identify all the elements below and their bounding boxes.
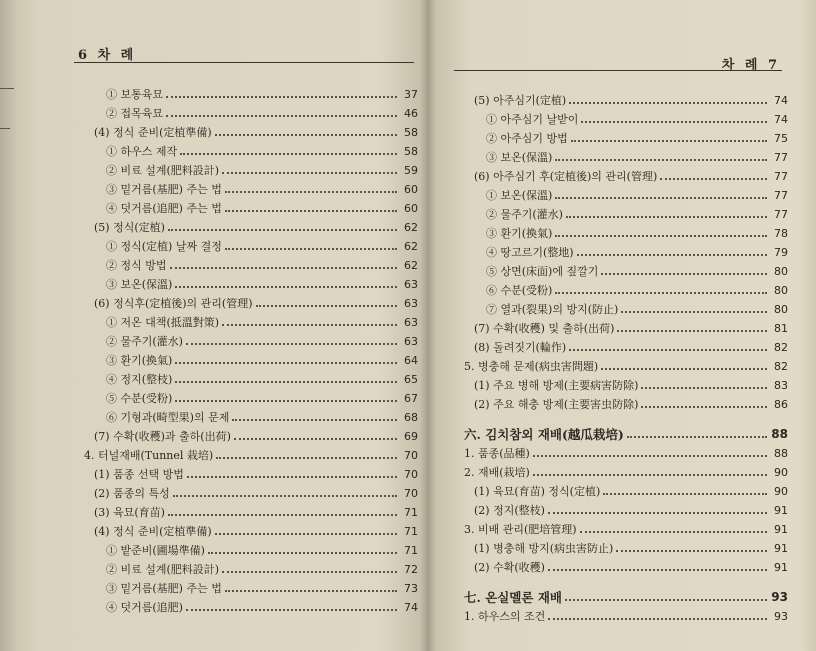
toc-entry-page: 46: [404, 107, 418, 120]
toc-entry-page: 65: [404, 373, 418, 386]
toc-entry-title: ③ 환기(換氣): [486, 227, 553, 240]
toc-entry[interactable]: [464, 202, 788, 221]
toc-entry-title: ⑤ 상면(床面)에 짚깔기: [486, 265, 599, 278]
toc-entry-page: 93: [774, 610, 788, 623]
toc-entry-page: 75: [774, 132, 788, 145]
toc-entry[interactable]: [84, 557, 418, 576]
toc-entry[interactable]: [84, 595, 418, 614]
dot-leader: [215, 134, 397, 136]
toc-entry[interactable]: [84, 177, 418, 196]
toc-entry-page: 80: [774, 284, 788, 297]
toc-entry-page: 74: [774, 94, 788, 107]
dot-leader: [175, 362, 397, 364]
toc-entry[interactable]: [84, 272, 418, 291]
toc-entry-title: (8) 돌려짓기(輪作): [474, 341, 567, 354]
dot-leader: [533, 474, 767, 476]
toc-entry-title: ⑦ 열과(裂果)의 방지(防止): [486, 303, 619, 316]
dot-leader: [603, 493, 767, 495]
toc-entry[interactable]: [84, 386, 418, 405]
dot-leader: [621, 311, 767, 313]
toc-entry-page: 86: [774, 398, 788, 411]
toc-entry[interactable]: [464, 183, 788, 202]
toc-entry-title: 1. 품종(品種): [464, 447, 530, 460]
toc-entry-title: ④ 덧거름(追肥) 주는 법: [106, 202, 222, 215]
toc-entry-title: ① 정식(定植) 날짜 결정: [106, 240, 222, 253]
toc-entry-title: (1) 육묘(育苗) 정식(定植): [474, 485, 601, 498]
dot-leader: [166, 96, 397, 98]
dot-leader: [256, 305, 398, 307]
toc-entry[interactable]: [464, 555, 788, 574]
toc-entry-page: 71: [404, 525, 418, 538]
dot-leader: [180, 153, 397, 155]
dot-leader: [225, 248, 397, 250]
dot-leader: [571, 140, 767, 142]
toc-entry-title: (1) 병충해 방지(病虫害防止): [474, 542, 614, 555]
toc-entry-title: 3. 비배 관리(肥培管理): [464, 523, 577, 536]
toc-entry-title: ④ 정지(整枝): [106, 373, 173, 386]
dot-leader: [555, 292, 767, 294]
toc-entry[interactable]: [84, 139, 418, 158]
toc-entry-page: 68: [404, 411, 418, 424]
toc-entry-title: 5. 병충해 문제(病虫害問題): [464, 360, 599, 373]
toc-entry-title: ③ 환기(換氣): [106, 354, 173, 367]
toc-entry-page: 72: [404, 563, 418, 576]
dot-leader: [234, 438, 397, 440]
toc-entry[interactable]: [464, 335, 788, 354]
dot-leader: [175, 286, 397, 288]
toc-entry-title: (4) 정식 준비(定植準備): [94, 525, 212, 538]
toc-entry[interactable]: [84, 367, 418, 386]
toc-entry[interactable]: [464, 536, 788, 555]
toc-entry-page: 90: [774, 466, 788, 479]
toc-entry[interactable]: [464, 460, 788, 479]
toc-entry[interactable]: [84, 519, 418, 538]
toc-entry-page: 77: [774, 189, 788, 202]
toc-entry-title: ② 물주기(灌水): [486, 208, 563, 221]
toc-entry-title: (6) 아주심기 후(定植後)의 관리(管理): [474, 170, 658, 183]
toc-entry-page: 93: [771, 590, 788, 604]
toc-entry-page: 73: [404, 582, 418, 595]
toc-entry-page: 70: [404, 487, 418, 500]
toc-entry-title: ① 하우스 제작: [106, 145, 178, 158]
page-header: 차 례 7: [721, 58, 780, 73]
toc-entry-title: (2) 품종의 특성: [94, 487, 170, 500]
toc-entry-page: 83: [774, 379, 788, 392]
toc-entry[interactable]: [84, 424, 418, 443]
toc-entry-title: (2) 수확(收穫): [474, 561, 545, 574]
toc-entry-title: (1) 주요 병해 방제(主要病害防除): [474, 379, 639, 392]
dot-leader: [566, 216, 767, 218]
toc-entry-title: ② 비료 설계(肥料設計): [106, 164, 220, 177]
toc-entry[interactable]: [84, 462, 418, 481]
toc-entry-page: 62: [404, 240, 418, 253]
toc-entry-title: ④ 덧거름(追肥): [106, 601, 183, 614]
dot-leader: [581, 121, 767, 123]
dot-leader: [222, 324, 397, 326]
dot-leader: [641, 406, 767, 408]
dot-leader: [569, 349, 767, 351]
toc-entry[interactable]: [464, 517, 788, 536]
dot-leader: [555, 197, 767, 199]
dot-leader: [555, 159, 767, 161]
toc-entry-page: 74: [774, 113, 788, 126]
dot-leader: [660, 178, 767, 180]
toc-entry[interactable]: [84, 120, 418, 139]
toc-entry-title: ③ 보온(保溫): [486, 151, 553, 164]
toc-entry[interactable]: [464, 580, 788, 604]
dot-leader: [617, 330, 767, 332]
toc-entry-page: 91: [774, 504, 788, 517]
toc-entry-title: (2) 주요 해충 방제(主要害虫防除): [474, 398, 639, 411]
dot-leader: [232, 419, 397, 421]
toc-entry-page: 91: [774, 561, 788, 574]
toc-entry[interactable]: [84, 500, 418, 519]
dot-leader: [222, 172, 397, 174]
toc-entry-page: 63: [404, 297, 418, 310]
toc-entry-page: 77: [774, 151, 788, 164]
dot-leader: [168, 229, 397, 231]
toc-list: [464, 88, 788, 623]
toc-entry-page: 63: [404, 316, 418, 329]
toc-entry[interactable]: [84, 329, 418, 348]
toc-entry[interactable]: [84, 82, 418, 101]
toc-entry[interactable]: [464, 145, 788, 164]
toc-entry[interactable]: [84, 158, 418, 177]
toc-entry[interactable]: [84, 405, 418, 424]
toc-entry-page: 70: [404, 449, 418, 462]
toc-entry[interactable]: [464, 221, 788, 240]
dot-leader: [577, 254, 767, 256]
toc-entry-page: 91: [774, 542, 788, 555]
toc-entry[interactable]: [464, 392, 788, 411]
toc-entry[interactable]: [84, 215, 418, 234]
toc-entry-title: 4. 터널재배(Tunnel 栽培): [84, 449, 214, 462]
toc-entry[interactable]: [464, 316, 788, 335]
toc-entry-page: 78: [774, 227, 788, 240]
toc-entry-page: 88: [771, 427, 788, 441]
toc-entry-title: ⑥ 수분(受粉): [486, 284, 553, 297]
toc-entry-page: 82: [774, 360, 788, 373]
toc-entry-page: 77: [774, 170, 788, 183]
dot-leader: [616, 550, 767, 552]
toc-entry-title: (6) 정식후(定植後)의 관리(管理): [94, 297, 253, 310]
toc-list: [84, 82, 418, 614]
toc-entry-page: 62: [404, 259, 418, 272]
toc-entry[interactable]: [84, 291, 418, 310]
dot-leader: [168, 514, 397, 516]
toc-entry-title: ③ 보온(保溫): [106, 278, 173, 291]
toc-entry-page: 60: [404, 183, 418, 196]
toc-entry-title: 1. 하우스의 조건: [464, 610, 546, 623]
toc-entry-title: ② 접목육묘: [106, 107, 164, 120]
toc-entry-page: 60: [404, 202, 418, 215]
toc-entry-title: ① 아주심기 날받이: [486, 113, 579, 126]
dot-leader: [580, 531, 767, 533]
toc-entry-title: (5) 아주심기(定植): [474, 94, 567, 107]
dot-leader: [548, 512, 767, 514]
toc-entry[interactable]: [464, 297, 788, 316]
toc-entry[interactable]: [464, 498, 788, 517]
toc-entry-title: ② 아주심기 방법: [486, 132, 568, 145]
dot-leader: [187, 476, 397, 478]
right-page: [428, 0, 816, 651]
dot-leader: [216, 457, 397, 459]
toc-entry-page: 58: [404, 145, 418, 158]
toc-entry[interactable]: [84, 101, 418, 120]
dot-leader: [166, 115, 397, 117]
dot-leader: [215, 533, 397, 535]
toc-entry[interactable]: [464, 88, 788, 107]
toc-entry-title: 2. 재배(栽培): [464, 466, 530, 479]
toc-entry-title: (7) 수확(收穫)과 출하(出荷): [94, 430, 231, 443]
toc-entry-page: 69: [404, 430, 418, 443]
dot-leader: [186, 609, 397, 611]
toc-entry[interactable]: [464, 107, 788, 126]
toc-entry[interactable]: [464, 278, 788, 297]
toc-entry-page: 77: [774, 208, 788, 221]
header-rule: [454, 70, 782, 71]
dot-leader: [170, 267, 398, 269]
toc-entry-title: ③ 밑거름(基肥) 주는 법: [106, 183, 222, 196]
dot-leader: [175, 381, 397, 383]
toc-entry-title: (4) 정식 준비(定植準備): [94, 126, 212, 139]
toc-entry-title: (5) 정식(定植): [94, 221, 165, 234]
toc-entry-title: ① 보통육묘: [106, 88, 164, 101]
toc-entry-title: ① 저온 대책(抵溫對策): [106, 316, 220, 329]
dot-leader: [533, 455, 767, 457]
dot-leader: [641, 387, 767, 389]
toc-entry-page: 81: [774, 322, 788, 335]
toc-entry-page: 63: [404, 335, 418, 348]
toc-entry-title: (7) 수확(收穫) 및 출하(出荷): [474, 322, 615, 335]
toc-entry-page: 91: [774, 523, 788, 536]
dot-leader: [186, 343, 397, 345]
dot-leader: [208, 552, 397, 554]
toc-entry[interactable]: [464, 479, 788, 498]
toc-entry[interactable]: [84, 443, 418, 462]
dot-leader: [548, 569, 767, 571]
toc-entry-title: 六. 김치참외 재배(越瓜栽培): [464, 427, 624, 442]
toc-entry[interactable]: [464, 126, 788, 145]
toc-entry-page: 62: [404, 221, 418, 234]
header-rule: [74, 62, 414, 63]
dot-leader: [627, 436, 767, 438]
toc-entry-page: 71: [404, 506, 418, 519]
toc-entry-title: ② 비료 설계(肥料設計): [106, 563, 220, 576]
toc-entry[interactable]: [84, 196, 418, 215]
toc-entry[interactable]: [464, 417, 788, 441]
toc-entry-title: ② 정식 방법: [106, 259, 167, 272]
dot-leader: [569, 102, 767, 104]
toc-entry[interactable]: [84, 576, 418, 595]
toc-entry[interactable]: [464, 373, 788, 392]
dot-leader: [222, 571, 397, 573]
toc-entry-page: 82: [774, 341, 788, 354]
toc-entry-page: 37: [404, 88, 418, 101]
dot-leader: [173, 495, 397, 497]
toc-entry-page: 88: [774, 447, 788, 460]
dot-leader: [565, 599, 767, 601]
toc-entry-page: 74: [404, 601, 418, 614]
dot-leader: [601, 368, 767, 370]
toc-entry[interactable]: [464, 604, 788, 623]
toc-entry[interactable]: [84, 310, 418, 329]
toc-entry-page: 71: [404, 544, 418, 557]
toc-entry-title: ② 물주기(灌水): [106, 335, 183, 348]
toc-entry-title: ⑥ 기형과(畸型果)의 문제: [106, 411, 230, 424]
dot-leader: [225, 210, 397, 212]
toc-entry-title: (2) 정지(整枝): [474, 504, 545, 517]
toc-entry-title: (1) 품종 선택 방법: [94, 468, 184, 481]
toc-entry-page: 80: [774, 303, 788, 316]
dot-leader: [225, 590, 397, 592]
toc-entry-title: ③ 밑거름(基肥) 주는 법: [106, 582, 222, 595]
toc-entry-page: 63: [404, 278, 418, 291]
toc-entry[interactable]: [464, 259, 788, 278]
toc-entry[interactable]: [464, 354, 788, 373]
toc-entry-title: (3) 육묘(育苗): [94, 506, 165, 519]
toc-entry[interactable]: [84, 348, 418, 367]
toc-entry-title: ④ 땅고르기(整地): [486, 246, 574, 259]
toc-entry[interactable]: [84, 234, 418, 253]
toc-entry[interactable]: [464, 164, 788, 183]
toc-entry-page: 80: [774, 265, 788, 278]
toc-entry-page: 90: [774, 485, 788, 498]
toc-entry-page: 58: [404, 126, 418, 139]
toc-entry[interactable]: [84, 481, 418, 500]
toc-entry-page: 59: [404, 164, 418, 177]
toc-entry-title: ⑤ 수분(受粉): [106, 392, 173, 405]
toc-entry-title: 七. 온실멜론 재배: [464, 590, 563, 605]
toc-entry[interactable]: [84, 253, 418, 272]
toc-entry-page: 64: [404, 354, 418, 367]
dot-leader: [225, 191, 397, 193]
toc-entry-page: 79: [774, 246, 788, 259]
toc-entry-page: 70: [404, 468, 418, 481]
toc-entry[interactable]: [464, 240, 788, 259]
dot-leader: [555, 235, 767, 237]
toc-entry-page: 67: [404, 392, 418, 405]
dot-leader: [175, 400, 397, 402]
toc-entry-title: ① 밭준비(圃場準備): [106, 544, 205, 557]
toc-entry[interactable]: [464, 441, 788, 460]
page-header: 6 차 례: [78, 48, 137, 63]
toc-entry-title: ① 보온(保溫): [486, 189, 553, 202]
toc-entry[interactable]: [84, 538, 418, 557]
dot-leader: [601, 273, 767, 275]
dot-leader: [548, 618, 767, 620]
